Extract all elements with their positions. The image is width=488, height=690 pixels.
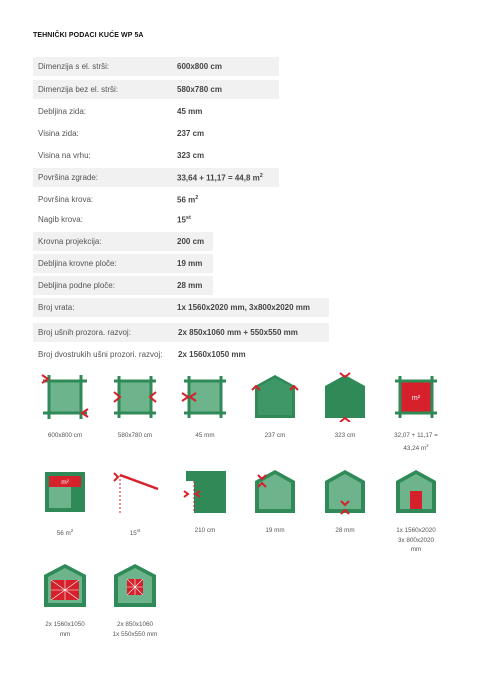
- spec-label: Dimenzija s el. strši:: [38, 62, 110, 71]
- spec-label: Nagib krova:: [38, 215, 83, 224]
- icon-caption: 56 $m^2$: [56, 528, 74, 538]
- icon-cell: [310, 467, 380, 536]
- icon-cell: [170, 372, 240, 441]
- icon-cell: [100, 467, 170, 539]
- plan-inner-dimension-icon: [110, 372, 160, 422]
- spec-value: 19 mm: [177, 259, 203, 268]
- door-icon: [391, 467, 441, 517]
- icon-cell: [170, 467, 240, 536]
- spec-value: 580x780 cm: [177, 85, 222, 94]
- spec-row: [33, 276, 213, 295]
- spec-value: 33,64 + 11,17 = 44,8 $m^2$: [177, 172, 263, 183]
- icon-caption: 19 mm: [265, 527, 285, 534]
- spec-label: Visina zida:: [38, 129, 79, 138]
- double-window-icon: [40, 561, 90, 611]
- spec-row: [33, 298, 329, 317]
- area-badge: m²: [411, 395, 421, 402]
- icon-caption: 32,07 + 11,17 = 43,24 $m^2$: [394, 432, 438, 452]
- spec-label: Debljina krovne ploče:: [38, 259, 117, 268]
- spec-row: [33, 124, 279, 143]
- spec-value: 28 mm: [177, 281, 203, 290]
- spec-value: 2x 850x1060 mm + 550x550 mm: [178, 328, 298, 337]
- spec-row: [33, 57, 279, 76]
- spec-value: 2x 1560x1050 mm: [178, 350, 246, 359]
- icon-caption: 28 mm: [335, 527, 355, 534]
- icon-caption: 580x780 cm: [117, 432, 153, 439]
- spec-row: [33, 190, 279, 209]
- spec-value: 45 mm: [177, 107, 203, 116]
- spec-label: Broj ušnih prozora. razvoj:: [38, 328, 131, 337]
- floor-board-thickness-icon: [320, 467, 370, 517]
- spec-row: [33, 254, 213, 273]
- wall-thickness-icon: [180, 372, 230, 422]
- spec-row: [33, 102, 279, 121]
- spec-label: Površina krova:: [38, 195, 94, 204]
- spec-value: 56 $m^2$: [177, 194, 199, 205]
- icon-cell: [381, 467, 451, 555]
- icon-cell: [100, 372, 170, 441]
- spec-row: [33, 80, 279, 99]
- spec-label: Broj dvostrukih ušni prozori. razvoj:: [38, 350, 163, 359]
- icon-caption: 2x 1560x1050 mm: [45, 621, 85, 638]
- spec-value: 237 cm: [177, 129, 205, 138]
- spec-label: Broj vrata:: [38, 303, 75, 312]
- spec-label: Površina zgrade:: [38, 173, 99, 182]
- roof-board-thickness-icon: [250, 467, 300, 517]
- plan-outer-dimension-icon: [40, 372, 90, 422]
- icon-caption: 210 cm: [194, 527, 216, 534]
- icon-cell: [30, 372, 100, 441]
- icon-cell: [100, 561, 170, 639]
- icon-cell: [30, 467, 100, 539]
- spec-row: [33, 210, 279, 229]
- roof-area-icon: [40, 467, 90, 517]
- spec-label: Krovna projekcija:: [38, 237, 102, 246]
- roof-overhang-icon: [180, 467, 230, 517]
- icon-caption: 2x 850x1060 1x 550x550 mm: [112, 621, 158, 638]
- icon-caption: 15st: [129, 528, 141, 538]
- spec-row: [33, 323, 329, 342]
- icon-cell: [240, 467, 310, 536]
- spec-value: 1x 1560x2020 mm, 3x800x2020 mm: [177, 303, 310, 312]
- spec-label: Debljina podne ploče:: [38, 281, 115, 290]
- spec-row: [33, 232, 213, 251]
- icon-caption: 323 cm: [334, 432, 356, 439]
- icon-caption: 600x800 cm: [47, 432, 83, 439]
- spec-label: Debljina zida:: [38, 107, 87, 116]
- ridge-height-icon: [320, 372, 370, 422]
- spec-row: [33, 168, 279, 187]
- icon-cell: [240, 372, 310, 441]
- spec-value: 15st: [177, 214, 191, 225]
- spec-value: 323 cm: [177, 151, 205, 160]
- spec-row: [33, 146, 279, 165]
- icon-caption: 45 mm: [195, 432, 215, 439]
- area-badge: m²: [61, 479, 69, 486]
- spec-label: Visina na vrhu:: [38, 151, 91, 160]
- window-icon: [110, 561, 160, 611]
- icon-caption: 237 cm: [264, 432, 286, 439]
- spec-value: 200 cm: [177, 237, 205, 246]
- spec-value: 600x800 cm: [177, 62, 222, 71]
- wall-height-icon: [250, 372, 300, 422]
- spec-label: Dimenzija bez el. strši:: [38, 85, 119, 94]
- page-title: TEHNIČKI PODACI KUĆE WP 5A: [33, 32, 144, 39]
- icon-cell: [30, 561, 100, 639]
- icon-cell: [381, 372, 451, 453]
- floor-area-icon: [391, 372, 441, 422]
- icon-caption: 1x 1560x2020 3x 800x2020 mm: [396, 527, 436, 553]
- spec-row: [33, 345, 329, 364]
- roof-pitch-icon: [110, 467, 160, 517]
- icon-cell: [310, 372, 380, 441]
